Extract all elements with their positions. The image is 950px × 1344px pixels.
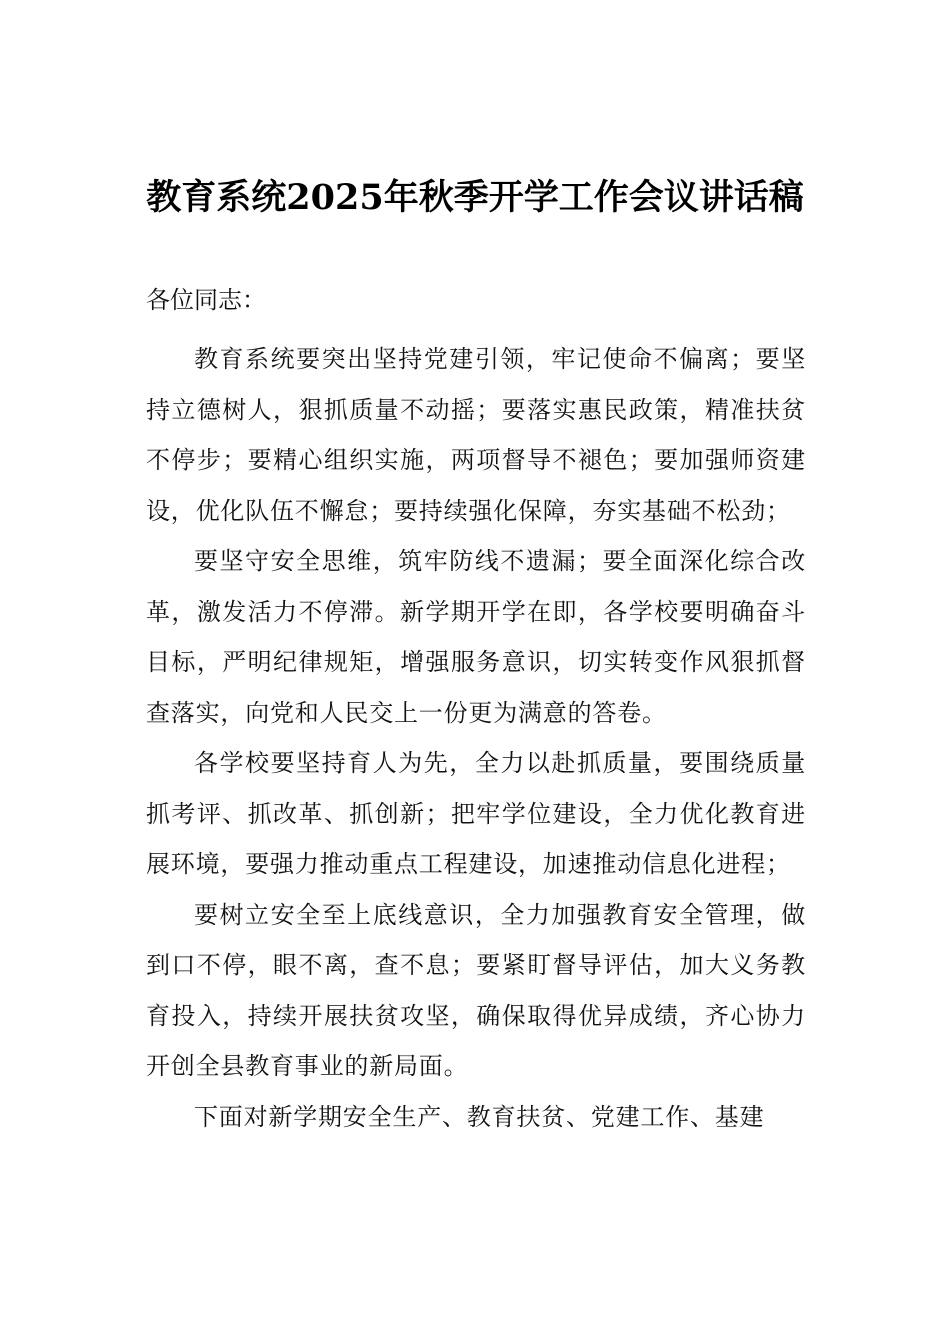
paragraph-2: 要坚守安全思维，筑牢防线不遗漏；要全面深化综合改革，激发活力不停滞。新学期开学在即，各学校要明确奋斗目标，严明纪律规矩，增强服务意识，切实转变作风狠抓督查落实，向党和人民交上一份更为满意的答卷。 <box>146 547 806 727</box>
paragraph-1: 教育系统要突出坚持党建引领，牢记使命不偏离；要坚持立德树人，狠抓质量不动摇；要落实惠民政策，精准扶贫不停步；要精心组织实施，两项督导不褪色；要加强师资建设，优化队伍不懈怠；要持续强化保障，夯实基础不松劲； <box>146 345 806 525</box>
paragraph-5: 下面对新学期安全生产、教育扶贫、党建工作、基建 <box>194 1102 765 1131</box>
paragraph-3: 各学校要坚持育人为先，全力以赴抓质量，要围绕质量抓考评、抓改革、抓创新；把牢学位建设，全力优化教育进展环境，要强力推动重点工程建设，加速推动信息化进程； <box>146 749 806 878</box>
document-body <box>146 282 806 1142</box>
paragraph-4: 要树立安全至上底线意识，全力加强教育安全管理，做到口不停，眼不离，查不息；要紧盯督导评估，加大义务教育投入，持续开展扶贫攻坚，确保取得优异成绩，齐心协力开创全县教育事业的新局面。 <box>146 900 806 1080</box>
document-title: 教育系统2025年秋季开学工作会议讲话稿 <box>146 177 804 218</box>
salutation: 各位同志： <box>146 286 266 314</box>
